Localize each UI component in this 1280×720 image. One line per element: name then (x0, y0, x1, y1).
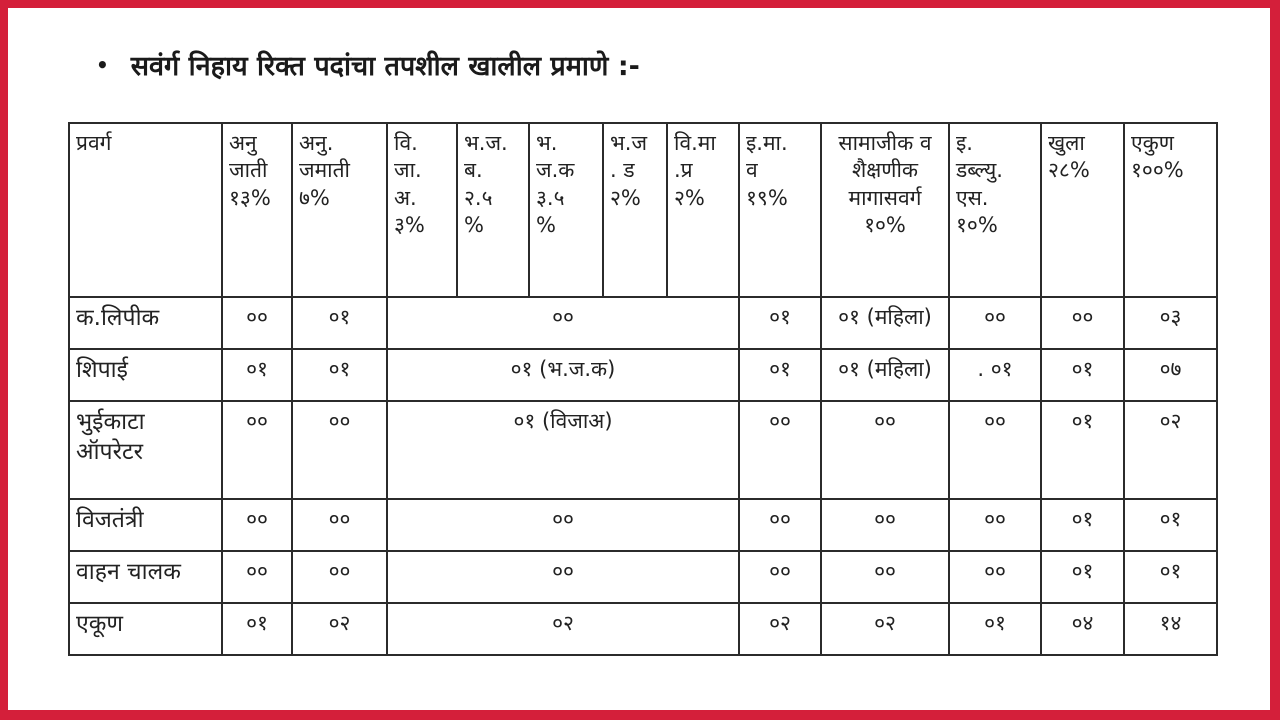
row-category: एकूण (69, 603, 222, 655)
cell-sc: ०० (222, 499, 292, 551)
cell-merged-vjnt: ०१ (विजाअ) (387, 401, 739, 499)
column-header-line: २८% (1048, 158, 1090, 183)
column-header-line: सामाजीक व (838, 131, 932, 155)
row-category: वाहन चालक (69, 551, 222, 603)
vacancy-table (68, 122, 1218, 656)
table-row (69, 551, 1217, 603)
cell-total: ०१ (1124, 499, 1217, 551)
cell-sc: ०० (222, 551, 292, 603)
column-header-line: . ड (610, 158, 635, 183)
cell-st: ०२ (292, 603, 387, 655)
cell-merged-vjnt: ०० (387, 297, 739, 349)
table-row (69, 349, 1217, 401)
column-header-line: इ. (956, 131, 973, 155)
section-heading (96, 46, 640, 83)
column-header-line: जाती (229, 158, 268, 183)
cell-ews: ०० (949, 551, 1041, 603)
column-header-line: मागासवर्ग (848, 185, 922, 210)
cell-sc: ०० (222, 297, 292, 349)
cell-total: ०७ (1124, 349, 1217, 401)
cell-ews: . ०१ (949, 349, 1041, 401)
cell-obc: ०१ (739, 297, 821, 349)
cell-open: ०० (1041, 297, 1124, 349)
cell-sebc: ०० (821, 499, 949, 551)
cell-ews: ०० (949, 499, 1041, 551)
cell-merged-vjnt: ०२ (387, 603, 739, 655)
cell-sebc: ०० (821, 551, 949, 603)
column-header-line: ज.क (536, 158, 575, 183)
cell-merged-vjnt: ०० (387, 551, 739, 603)
column-header-line: ब. (464, 158, 483, 183)
column-header (69, 123, 222, 297)
column-header-line: खुला (1048, 131, 1085, 155)
cell-sebc: ०१ (महिला) (821, 349, 949, 401)
cell-open: ०१ (1041, 551, 1124, 603)
cell-ews: ०० (949, 401, 1041, 499)
column-header (222, 123, 292, 297)
column-header-line: २% (610, 185, 641, 210)
row-category: भुईकाटा ऑपरेटर (69, 401, 222, 499)
row-category: क.लिपीक (69, 297, 222, 349)
column-header (387, 123, 457, 297)
column-header-line: १०% (864, 212, 906, 237)
cell-obc: ०० (739, 401, 821, 499)
row-category: शिपाई (69, 349, 222, 401)
cell-sebc: ०१ (महिला) (821, 297, 949, 349)
column-header-line: अनु (229, 131, 257, 155)
column-header-line: व (746, 158, 758, 183)
column-header (457, 123, 529, 297)
column-header-line: वि.मा (674, 131, 716, 155)
column-header-line: % (464, 212, 484, 237)
column-header-line: जमाती (299, 158, 350, 183)
column-header-line: १९% (746, 185, 788, 210)
cell-merged-vjnt: ०० (387, 499, 739, 551)
table-body (69, 297, 1217, 655)
column-header (1041, 123, 1124, 297)
cell-open: ०१ (1041, 349, 1124, 401)
table-header-row (69, 123, 1217, 297)
cell-obc: ०१ (739, 349, 821, 401)
column-header-line: जा. (394, 158, 422, 183)
cell-open: ०१ (1041, 499, 1124, 551)
cell-ews: ०० (949, 297, 1041, 349)
section-title: सवंर्ग निहाय रिक्त पदांचा तपशील खालील प्रमाणे :- (130, 51, 640, 82)
table-row (69, 297, 1217, 349)
cell-st: ०० (292, 551, 387, 603)
column-header-line: भ.ज. (464, 131, 508, 155)
cell-open: ०१ (1041, 401, 1124, 499)
column-header (603, 123, 667, 297)
column-header-line: शैक्षणीक (851, 158, 919, 183)
column-header-line: भ.ज (610, 131, 648, 155)
cell-merged-vjnt: ०१ (भ.ज.क) (387, 349, 739, 401)
cell-obc: ०० (739, 499, 821, 551)
column-header (667, 123, 739, 297)
column-header-line: ३.५ (536, 185, 565, 210)
table-row (69, 401, 1217, 499)
column-header (1124, 123, 1217, 297)
column-header-line: .प्र (674, 158, 693, 183)
row-category: विजतंत्री (69, 499, 222, 551)
column-header-line: भ. (536, 131, 558, 155)
column-header-line: एस. (956, 185, 989, 210)
cell-ews: ०१ (949, 603, 1041, 655)
cell-total: १४ (1124, 603, 1217, 655)
column-header-line: डब्ल्यु. (956, 158, 1003, 183)
cell-total: ०१ (1124, 551, 1217, 603)
column-header-line: एकुण (1131, 131, 1174, 155)
cell-total: ०२ (1124, 401, 1217, 499)
column-header-line: वि. (394, 131, 418, 155)
column-header-line: ३% (394, 212, 425, 237)
cell-sc: ०१ (222, 603, 292, 655)
cell-sc: ०० (222, 401, 292, 499)
cell-total: ०३ (1124, 297, 1217, 349)
cell-open: ०४ (1041, 603, 1124, 655)
cell-obc: ०० (739, 551, 821, 603)
cell-st: ०० (292, 401, 387, 499)
column-header-line: २.५ (464, 185, 493, 210)
column-header-line: २% (674, 185, 705, 210)
column-header-line: ७% (299, 185, 330, 210)
column-header-line: अ. (394, 185, 417, 210)
column-header-line: % (536, 212, 556, 237)
cell-sebc: ०० (821, 401, 949, 499)
column-header-line: १०% (956, 212, 998, 237)
cell-st: ०१ (292, 297, 387, 349)
column-header-line: प्रवर्ग (76, 131, 112, 155)
column-header (292, 123, 387, 297)
cell-obc: ०२ (739, 603, 821, 655)
column-header (739, 123, 821, 297)
cell-st: ०१ (292, 349, 387, 401)
column-header-line: १००% (1131, 158, 1184, 183)
cell-st: ०० (292, 499, 387, 551)
cell-sc: ०१ (222, 349, 292, 401)
column-header-line: इ.मा. (746, 131, 788, 155)
column-header (949, 123, 1041, 297)
bullet-icon: • (96, 52, 109, 77)
table-row (69, 603, 1217, 655)
column-header (821, 123, 949, 297)
table-row (69, 499, 1217, 551)
column-header (529, 123, 603, 297)
column-header-line: अनु. (299, 131, 334, 155)
cell-sebc: ०२ (821, 603, 949, 655)
column-header-line: १३% (229, 185, 271, 210)
